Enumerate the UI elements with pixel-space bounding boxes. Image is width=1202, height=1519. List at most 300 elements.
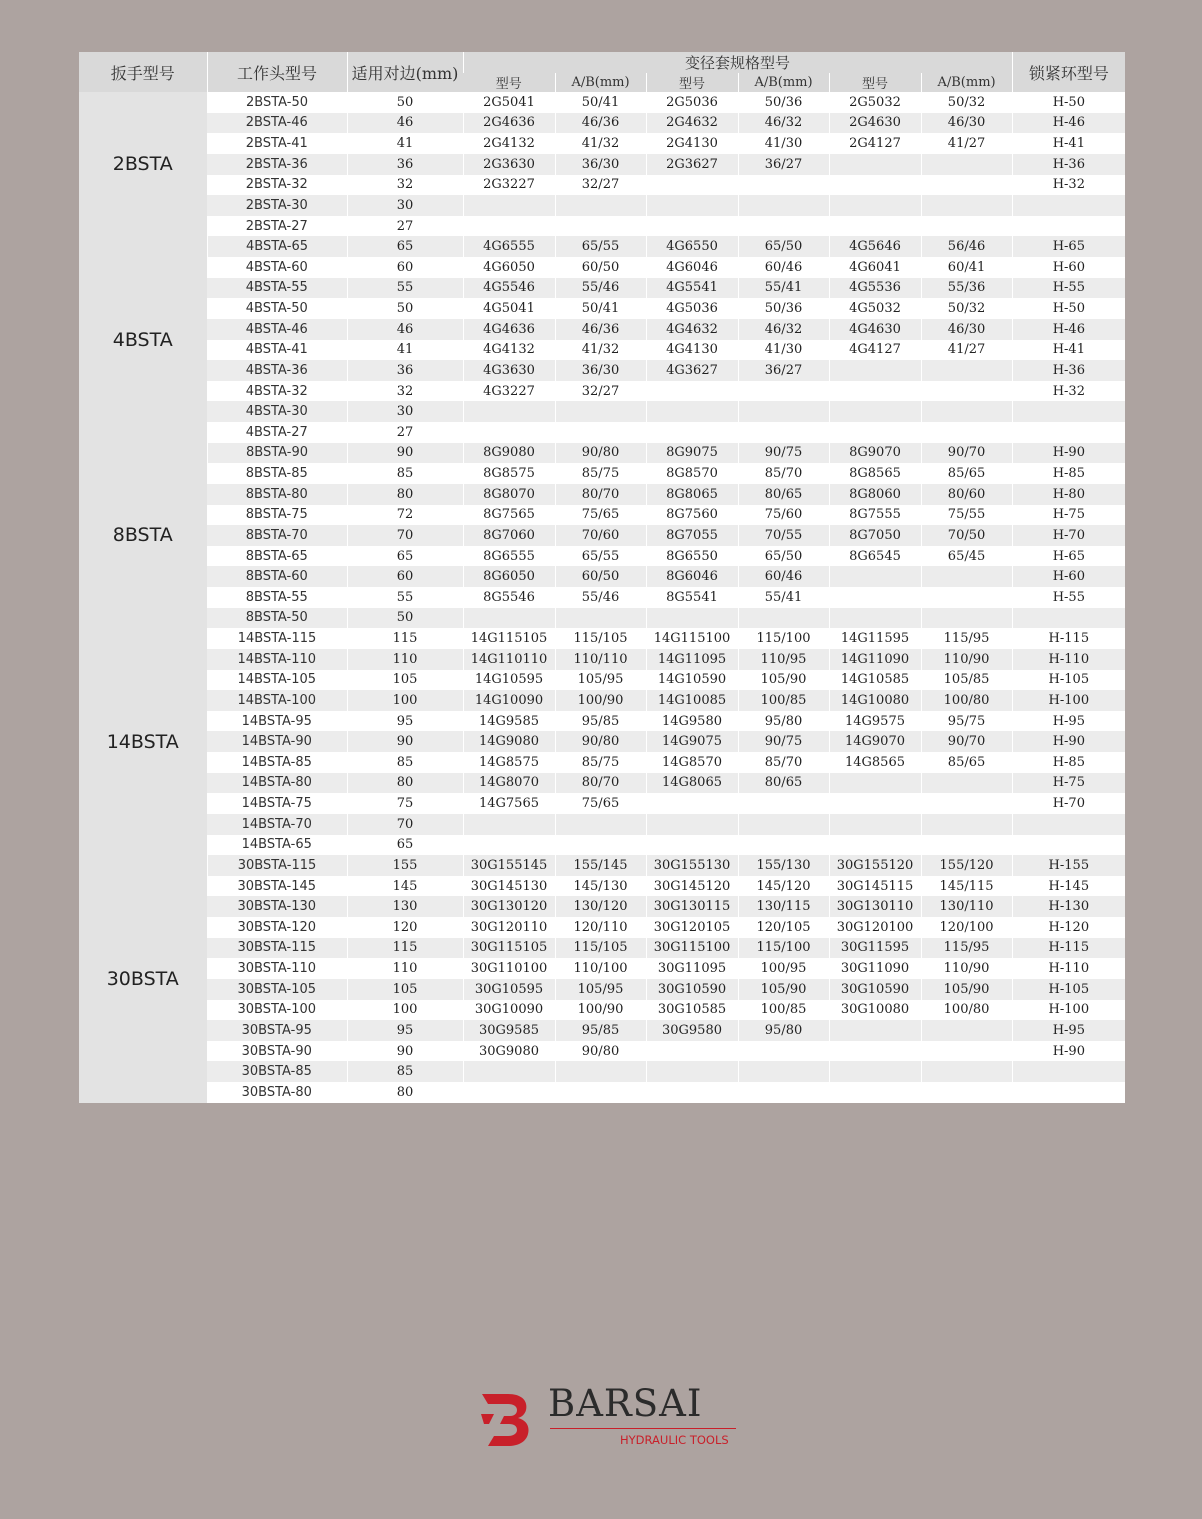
- lock-ring-cell: [1012, 401, 1125, 422]
- header-sub-model-3: 型号: [829, 73, 921, 92]
- lock-ring-cell: H-115: [1012, 938, 1125, 959]
- lock-ring-cell: H-70: [1012, 793, 1125, 814]
- reducer-model-cell: [829, 566, 921, 587]
- reducer-model-cell: [646, 422, 738, 443]
- head-model-cell: 30BSTA-120: [207, 917, 347, 938]
- reducer-model-cell: 14G9080: [463, 731, 555, 752]
- reducer-model-cell: 4G3630: [463, 360, 555, 381]
- reducer-ab-cell: 36/27: [738, 360, 829, 381]
- lock-ring-cell: H-120: [1012, 917, 1125, 938]
- reducer-ab-cell: 75/60: [738, 505, 829, 526]
- lock-ring-cell: H-130: [1012, 896, 1125, 917]
- reducer-ab-cell: [738, 401, 829, 422]
- head-model-cell: 30BSTA-105: [207, 979, 347, 1000]
- reducer-ab-cell: 60/41: [921, 257, 1012, 278]
- across-flats-cell: 32: [347, 175, 463, 196]
- reducer-model-cell: [646, 216, 738, 237]
- header-sub-ab-2: A/B(mm): [738, 73, 829, 92]
- reducer-ab-cell: 85/70: [738, 463, 829, 484]
- reducer-model-cell: [829, 216, 921, 237]
- reducer-ab-cell: 50/36: [738, 92, 829, 113]
- reducer-ab-cell: [921, 835, 1012, 856]
- reducer-model-cell: 8G9080: [463, 443, 555, 464]
- reducer-model-cell: [829, 608, 921, 629]
- across-flats-cell: 55: [347, 278, 463, 299]
- across-flats-cell: 30: [347, 195, 463, 216]
- reducer-model-cell: 4G5546: [463, 278, 555, 299]
- table-row: [79, 505, 1125, 526]
- brand-logo: [480, 1382, 740, 1450]
- reducer-ab-cell: 75/55: [921, 505, 1012, 526]
- reducer-ab-cell: 60/46: [738, 566, 829, 587]
- reducer-ab-cell: 105/95: [555, 979, 646, 1000]
- reducer-model-cell: 8G8575: [463, 463, 555, 484]
- reducer-ab-cell: 41/30: [738, 340, 829, 361]
- lock-ring-cell: H-55: [1012, 587, 1125, 608]
- reducer-model-cell: 14G10585: [829, 670, 921, 691]
- reducer-ab-cell: 36/30: [555, 360, 646, 381]
- reducer-model-cell: 30G130115: [646, 896, 738, 917]
- reducer-model-cell: 14G10590: [646, 670, 738, 691]
- reducer-ab-cell: 55/41: [738, 278, 829, 299]
- reducer-model-cell: 30G145130: [463, 876, 555, 897]
- reducer-ab-cell: 110/90: [921, 649, 1012, 670]
- reducer-model-cell: 8G5541: [646, 587, 738, 608]
- head-model-cell: 2BSTA-46: [207, 113, 347, 134]
- reducer-model-cell: 14G115100: [646, 628, 738, 649]
- reducer-model-cell: 30G10080: [829, 1000, 921, 1021]
- across-flats-cell: 105: [347, 670, 463, 691]
- reducer-ab-cell: 110/110: [555, 649, 646, 670]
- head-model-cell: 8BSTA-50: [207, 608, 347, 629]
- reducer-ab-cell: 70/55: [738, 525, 829, 546]
- brand-divider: [550, 1428, 736, 1429]
- reducer-model-cell: [463, 608, 555, 629]
- table-row: [79, 401, 1125, 422]
- reducer-ab-cell: [738, 608, 829, 629]
- reducer-ab-cell: [738, 835, 829, 856]
- lock-ring-cell: H-50: [1012, 92, 1125, 113]
- lock-ring-cell: [1012, 1061, 1125, 1082]
- reducer-model-cell: [829, 1020, 921, 1041]
- table-row: [79, 1020, 1125, 1041]
- lock-ring-cell: H-60: [1012, 257, 1125, 278]
- reducer-ab-cell: 32/27: [555, 175, 646, 196]
- reducer-model-cell: [829, 360, 921, 381]
- table-row: [79, 340, 1125, 361]
- reducer-model-cell: 14G11090: [829, 649, 921, 670]
- lock-ring-cell: H-80: [1012, 484, 1125, 505]
- reducer-model-cell: 8G6046: [646, 566, 738, 587]
- reducer-ab-cell: 115/105: [555, 628, 646, 649]
- reducer-model-cell: 14G8565: [829, 752, 921, 773]
- reducer-model-cell: [463, 216, 555, 237]
- across-flats-cell: 90: [347, 1041, 463, 1062]
- wrench-model-cell: 14BSTA: [79, 628, 207, 855]
- header-sub-model-2: 型号: [646, 73, 738, 92]
- lock-ring-cell: H-36: [1012, 360, 1125, 381]
- lock-ring-cell: H-105: [1012, 670, 1125, 691]
- reducer-ab-cell: 145/115: [921, 876, 1012, 897]
- reducer-ab-cell: 115/95: [921, 628, 1012, 649]
- reducer-model-cell: 30G9580: [646, 1020, 738, 1041]
- lock-ring-cell: H-65: [1012, 546, 1125, 567]
- reducer-model-cell: 14G11095: [646, 649, 738, 670]
- reducer-ab-cell: 65/55: [555, 236, 646, 257]
- reducer-ab-cell: [738, 175, 829, 196]
- reducer-model-cell: 8G7055: [646, 525, 738, 546]
- table-row: [79, 278, 1125, 299]
- head-model-cell: 2BSTA-30: [207, 195, 347, 216]
- reducer-ab-cell: 50/32: [921, 92, 1012, 113]
- reducer-ab-cell: 130/110: [921, 896, 1012, 917]
- reducer-model-cell: 14G10085: [646, 690, 738, 711]
- reducer-model-cell: 8G8065: [646, 484, 738, 505]
- header-sub-ab-1: A/B(mm): [555, 73, 646, 92]
- lock-ring-cell: [1012, 1082, 1125, 1103]
- across-flats-cell: 55: [347, 587, 463, 608]
- reducer-model-cell: [646, 608, 738, 629]
- across-flats-cell: 72: [347, 505, 463, 526]
- reducer-ab-cell: 100/90: [555, 1000, 646, 1021]
- reducer-model-cell: [646, 401, 738, 422]
- reducer-ab-cell: [921, 195, 1012, 216]
- reducer-model-cell: 4G6555: [463, 236, 555, 257]
- reducer-ab-cell: 95/75: [921, 711, 1012, 732]
- reducer-model-cell: 30G10090: [463, 1000, 555, 1021]
- table-row: [79, 752, 1125, 773]
- head-model-cell: 14BSTA-110: [207, 649, 347, 670]
- head-model-cell: 8BSTA-85: [207, 463, 347, 484]
- table-row: [79, 92, 1125, 113]
- reducer-ab-cell: 60/50: [555, 257, 646, 278]
- head-model-cell: 14BSTA-115: [207, 628, 347, 649]
- reducer-ab-cell: [921, 401, 1012, 422]
- head-model-cell: 2BSTA-36: [207, 154, 347, 175]
- reducer-model-cell: 2G3227: [463, 175, 555, 196]
- across-flats-cell: 50: [347, 298, 463, 319]
- reducer-model-cell: 8G8565: [829, 463, 921, 484]
- lock-ring-cell: H-36: [1012, 154, 1125, 175]
- table-row: [79, 938, 1125, 959]
- reducer-ab-cell: 41/27: [921, 340, 1012, 361]
- reducer-ab-cell: 36/27: [738, 154, 829, 175]
- across-flats-cell: 41: [347, 133, 463, 154]
- across-flats-cell: 155: [347, 855, 463, 876]
- reducer-ab-cell: 65/55: [555, 546, 646, 567]
- across-flats-cell: 27: [347, 422, 463, 443]
- head-model-cell: 2BSTA-32: [207, 175, 347, 196]
- across-flats-cell: 41: [347, 340, 463, 361]
- reducer-model-cell: [829, 422, 921, 443]
- head-model-cell: 14BSTA-75: [207, 793, 347, 814]
- lock-ring-cell: H-75: [1012, 505, 1125, 526]
- reducer-model-cell: 8G8060: [829, 484, 921, 505]
- reducer-model-cell: 4G5536: [829, 278, 921, 299]
- across-flats-cell: 110: [347, 649, 463, 670]
- lock-ring-cell: H-55: [1012, 278, 1125, 299]
- across-flats-cell: 145: [347, 876, 463, 897]
- across-flats-cell: 130: [347, 896, 463, 917]
- head-model-cell: 30BSTA-145: [207, 876, 347, 897]
- table-row: [79, 670, 1125, 691]
- reducer-ab-cell: 56/46: [921, 236, 1012, 257]
- reducer-model-cell: 4G4630: [829, 319, 921, 340]
- head-model-cell: 30BSTA-110: [207, 958, 347, 979]
- reducer-model-cell: [829, 1082, 921, 1103]
- lock-ring-cell: [1012, 195, 1125, 216]
- across-flats-cell: 36: [347, 360, 463, 381]
- head-model-cell: 14BSTA-90: [207, 731, 347, 752]
- reducer-model-cell: 14G110110: [463, 649, 555, 670]
- lock-ring-cell: H-105: [1012, 979, 1125, 1000]
- reducer-ab-cell: [921, 154, 1012, 175]
- reducer-model-cell: 14G10595: [463, 670, 555, 691]
- table-row: [79, 463, 1125, 484]
- reducer-model-cell: 14G9075: [646, 731, 738, 752]
- brand-tagline: HYDRAULIC TOOLS: [620, 1433, 729, 1447]
- reducer-ab-cell: [738, 216, 829, 237]
- reducer-model-cell: [463, 814, 555, 835]
- reducer-model-cell: 8G7060: [463, 525, 555, 546]
- reducer-ab-cell: 90/70: [921, 443, 1012, 464]
- reducer-ab-cell: 85/75: [555, 752, 646, 773]
- table-row: [79, 566, 1125, 587]
- head-model-cell: 30BSTA-85: [207, 1061, 347, 1082]
- lock-ring-cell: H-90: [1012, 731, 1125, 752]
- reducer-model-cell: 8G7565: [463, 505, 555, 526]
- head-model-cell: 14BSTA-85: [207, 752, 347, 773]
- table-row: [79, 1082, 1125, 1103]
- across-flats-cell: 100: [347, 1000, 463, 1021]
- head-model-cell: 4BSTA-27: [207, 422, 347, 443]
- reducer-ab-cell: 85/75: [555, 463, 646, 484]
- reducer-model-cell: 30G115100: [646, 938, 738, 959]
- reducer-ab-cell: 50/41: [555, 298, 646, 319]
- reducer-ab-cell: 95/80: [738, 1020, 829, 1041]
- reducer-ab-cell: [921, 793, 1012, 814]
- table-row: [79, 731, 1125, 752]
- reducer-model-cell: 8G7050: [829, 525, 921, 546]
- reducer-model-cell: 4G6041: [829, 257, 921, 278]
- lock-ring-cell: H-75: [1012, 773, 1125, 794]
- reducer-ab-cell: [555, 422, 646, 443]
- head-model-cell: 4BSTA-50: [207, 298, 347, 319]
- head-model-cell: 30BSTA-95: [207, 1020, 347, 1041]
- table-row: [79, 443, 1125, 464]
- reducer-ab-cell: 80/60: [921, 484, 1012, 505]
- table-header: [79, 52, 1125, 92]
- lock-ring-cell: H-65: [1012, 236, 1125, 257]
- table-row: [79, 381, 1125, 402]
- reducer-model-cell: 4G6050: [463, 257, 555, 278]
- table-row: [79, 814, 1125, 835]
- reducer-ab-cell: 41/32: [555, 133, 646, 154]
- reducer-model-cell: 30G120110: [463, 917, 555, 938]
- wrench-model-cell: 30BSTA: [79, 855, 207, 1103]
- reducer-model-cell: 30G10595: [463, 979, 555, 1000]
- reducer-model-cell: 8G6555: [463, 546, 555, 567]
- reducer-model-cell: 8G6050: [463, 566, 555, 587]
- lock-ring-cell: H-95: [1012, 711, 1125, 732]
- across-flats-cell: 30: [347, 401, 463, 422]
- reducer-ab-cell: 155/120: [921, 855, 1012, 876]
- lock-ring-cell: H-155: [1012, 855, 1125, 876]
- table-row: [79, 113, 1125, 134]
- head-model-cell: 4BSTA-36: [207, 360, 347, 381]
- reducer-model-cell: [646, 381, 738, 402]
- reducer-model-cell: [829, 1041, 921, 1062]
- table-row: [79, 773, 1125, 794]
- reducer-ab-cell: [921, 1041, 1012, 1062]
- across-flats-cell: 115: [347, 628, 463, 649]
- reducer-ab-cell: 80/65: [738, 773, 829, 794]
- reducer-ab-cell: [921, 1020, 1012, 1041]
- lock-ring-cell: H-32: [1012, 175, 1125, 196]
- reducer-model-cell: 8G5546: [463, 587, 555, 608]
- reducer-model-cell: 30G9585: [463, 1020, 555, 1041]
- table-row: [79, 154, 1125, 175]
- head-model-cell: 30BSTA-130: [207, 896, 347, 917]
- reducer-ab-cell: [555, 401, 646, 422]
- reducer-model-cell: 30G155130: [646, 855, 738, 876]
- reducer-ab-cell: 90/75: [738, 731, 829, 752]
- reducer-ab-cell: 65/50: [738, 236, 829, 257]
- across-flats-cell: 32: [347, 381, 463, 402]
- reducer-ab-cell: [921, 587, 1012, 608]
- reducer-model-cell: [646, 814, 738, 835]
- reducer-ab-cell: 46/32: [738, 319, 829, 340]
- lock-ring-cell: H-95: [1012, 1020, 1125, 1041]
- lock-ring-cell: H-46: [1012, 319, 1125, 340]
- reducer-model-cell: 30G10585: [646, 1000, 738, 1021]
- reducer-ab-cell: [921, 773, 1012, 794]
- across-flats-cell: 70: [347, 525, 463, 546]
- reducer-ab-cell: [555, 216, 646, 237]
- reducer-model-cell: 4G4130: [646, 340, 738, 361]
- reducer-ab-cell: 65/50: [738, 546, 829, 567]
- reducer-ab-cell: 46/32: [738, 113, 829, 134]
- barsai-b-logo-icon: [480, 1388, 544, 1450]
- table-row: [79, 979, 1125, 1000]
- across-flats-cell: 65: [347, 546, 463, 567]
- head-model-cell: 30BSTA-100: [207, 1000, 347, 1021]
- reducer-model-cell: 4G5032: [829, 298, 921, 319]
- reducer-ab-cell: 95/85: [555, 711, 646, 732]
- reducer-ab-cell: [921, 814, 1012, 835]
- across-flats-cell: 85: [347, 463, 463, 484]
- reducer-ab-cell: 50/36: [738, 298, 829, 319]
- reducer-ab-cell: 95/85: [555, 1020, 646, 1041]
- head-model-cell: 4BSTA-30: [207, 401, 347, 422]
- reducer-ab-cell: 105/90: [921, 979, 1012, 1000]
- reducer-model-cell: 8G7560: [646, 505, 738, 526]
- reducer-ab-cell: 110/95: [738, 649, 829, 670]
- lock-ring-cell: H-145: [1012, 876, 1125, 897]
- reducer-ab-cell: 120/110: [555, 917, 646, 938]
- reducer-ab-cell: 130/115: [738, 896, 829, 917]
- across-flats-cell: 60: [347, 566, 463, 587]
- reducer-ab-cell: 115/105: [555, 938, 646, 959]
- reducer-ab-cell: [738, 381, 829, 402]
- lock-ring-cell: H-110: [1012, 649, 1125, 670]
- reducer-ab-cell: 46/30: [921, 319, 1012, 340]
- lock-ring-cell: H-85: [1012, 463, 1125, 484]
- reducer-model-cell: 2G3627: [646, 154, 738, 175]
- reducer-model-cell: [829, 835, 921, 856]
- lock-ring-cell: H-50: [1012, 298, 1125, 319]
- header-wrench-model: 扳手型号: [79, 52, 207, 92]
- reducer-ab-cell: 90/70: [921, 731, 1012, 752]
- reducer-ab-cell: 41/27: [921, 133, 1012, 154]
- reducer-model-cell: 30G115105: [463, 938, 555, 959]
- lock-ring-cell: H-110: [1012, 958, 1125, 979]
- table-row: [79, 876, 1125, 897]
- across-flats-cell: 80: [347, 1082, 463, 1103]
- reducer-model-cell: 2G3630: [463, 154, 555, 175]
- reducer-model-cell: 30G120100: [829, 917, 921, 938]
- table-row: [79, 608, 1125, 629]
- table-row: [79, 484, 1125, 505]
- reducer-ab-cell: 90/80: [555, 443, 646, 464]
- header-sub-model-1: 型号: [463, 73, 555, 92]
- reducer-ab-cell: [921, 216, 1012, 237]
- reducer-model-cell: [463, 422, 555, 443]
- head-model-cell: 4BSTA-60: [207, 257, 347, 278]
- across-flats-cell: 80: [347, 773, 463, 794]
- across-flats-cell: 50: [347, 92, 463, 113]
- table-row: [79, 917, 1125, 938]
- reducer-ab-cell: [555, 835, 646, 856]
- reducer-model-cell: 4G5036: [646, 298, 738, 319]
- reducer-model-cell: 4G4632: [646, 319, 738, 340]
- reducer-model-cell: [646, 195, 738, 216]
- across-flats-cell: 95: [347, 711, 463, 732]
- reducer-ab-cell: 145/130: [555, 876, 646, 897]
- reducer-model-cell: [829, 814, 921, 835]
- reducer-model-cell: 30G11090: [829, 958, 921, 979]
- head-model-cell: 4BSTA-32: [207, 381, 347, 402]
- reducer-model-cell: 14G7565: [463, 793, 555, 814]
- reducer-model-cell: 8G7555: [829, 505, 921, 526]
- reducer-model-cell: [646, 793, 738, 814]
- lock-ring-cell: [1012, 608, 1125, 629]
- reducer-model-cell: 2G4632: [646, 113, 738, 134]
- reducer-model-cell: 4G3627: [646, 360, 738, 381]
- reducer-model-cell: 4G4636: [463, 319, 555, 340]
- reducer-model-cell: 14G9585: [463, 711, 555, 732]
- head-model-cell: 4BSTA-41: [207, 340, 347, 361]
- reducer-ab-cell: 75/65: [555, 793, 646, 814]
- reducer-ab-cell: 60/46: [738, 257, 829, 278]
- across-flats-cell: 100: [347, 690, 463, 711]
- table-row: [79, 793, 1125, 814]
- table-row: [79, 649, 1125, 670]
- table-row: [79, 133, 1125, 154]
- reducer-model-cell: 4G5041: [463, 298, 555, 319]
- reducer-model-cell: 4G5646: [829, 236, 921, 257]
- reducer-model-cell: 30G10590: [829, 979, 921, 1000]
- head-model-cell: 2BSTA-27: [207, 216, 347, 237]
- reducer-ab-cell: 41/30: [738, 133, 829, 154]
- across-flats-cell: 46: [347, 319, 463, 340]
- reducer-ab-cell: [738, 422, 829, 443]
- reducer-ab-cell: [921, 175, 1012, 196]
- reducer-ab-cell: 105/85: [921, 670, 1012, 691]
- reducer-ab-cell: 100/80: [921, 1000, 1012, 1021]
- lock-ring-cell: H-70: [1012, 525, 1125, 546]
- lock-ring-cell: H-85: [1012, 752, 1125, 773]
